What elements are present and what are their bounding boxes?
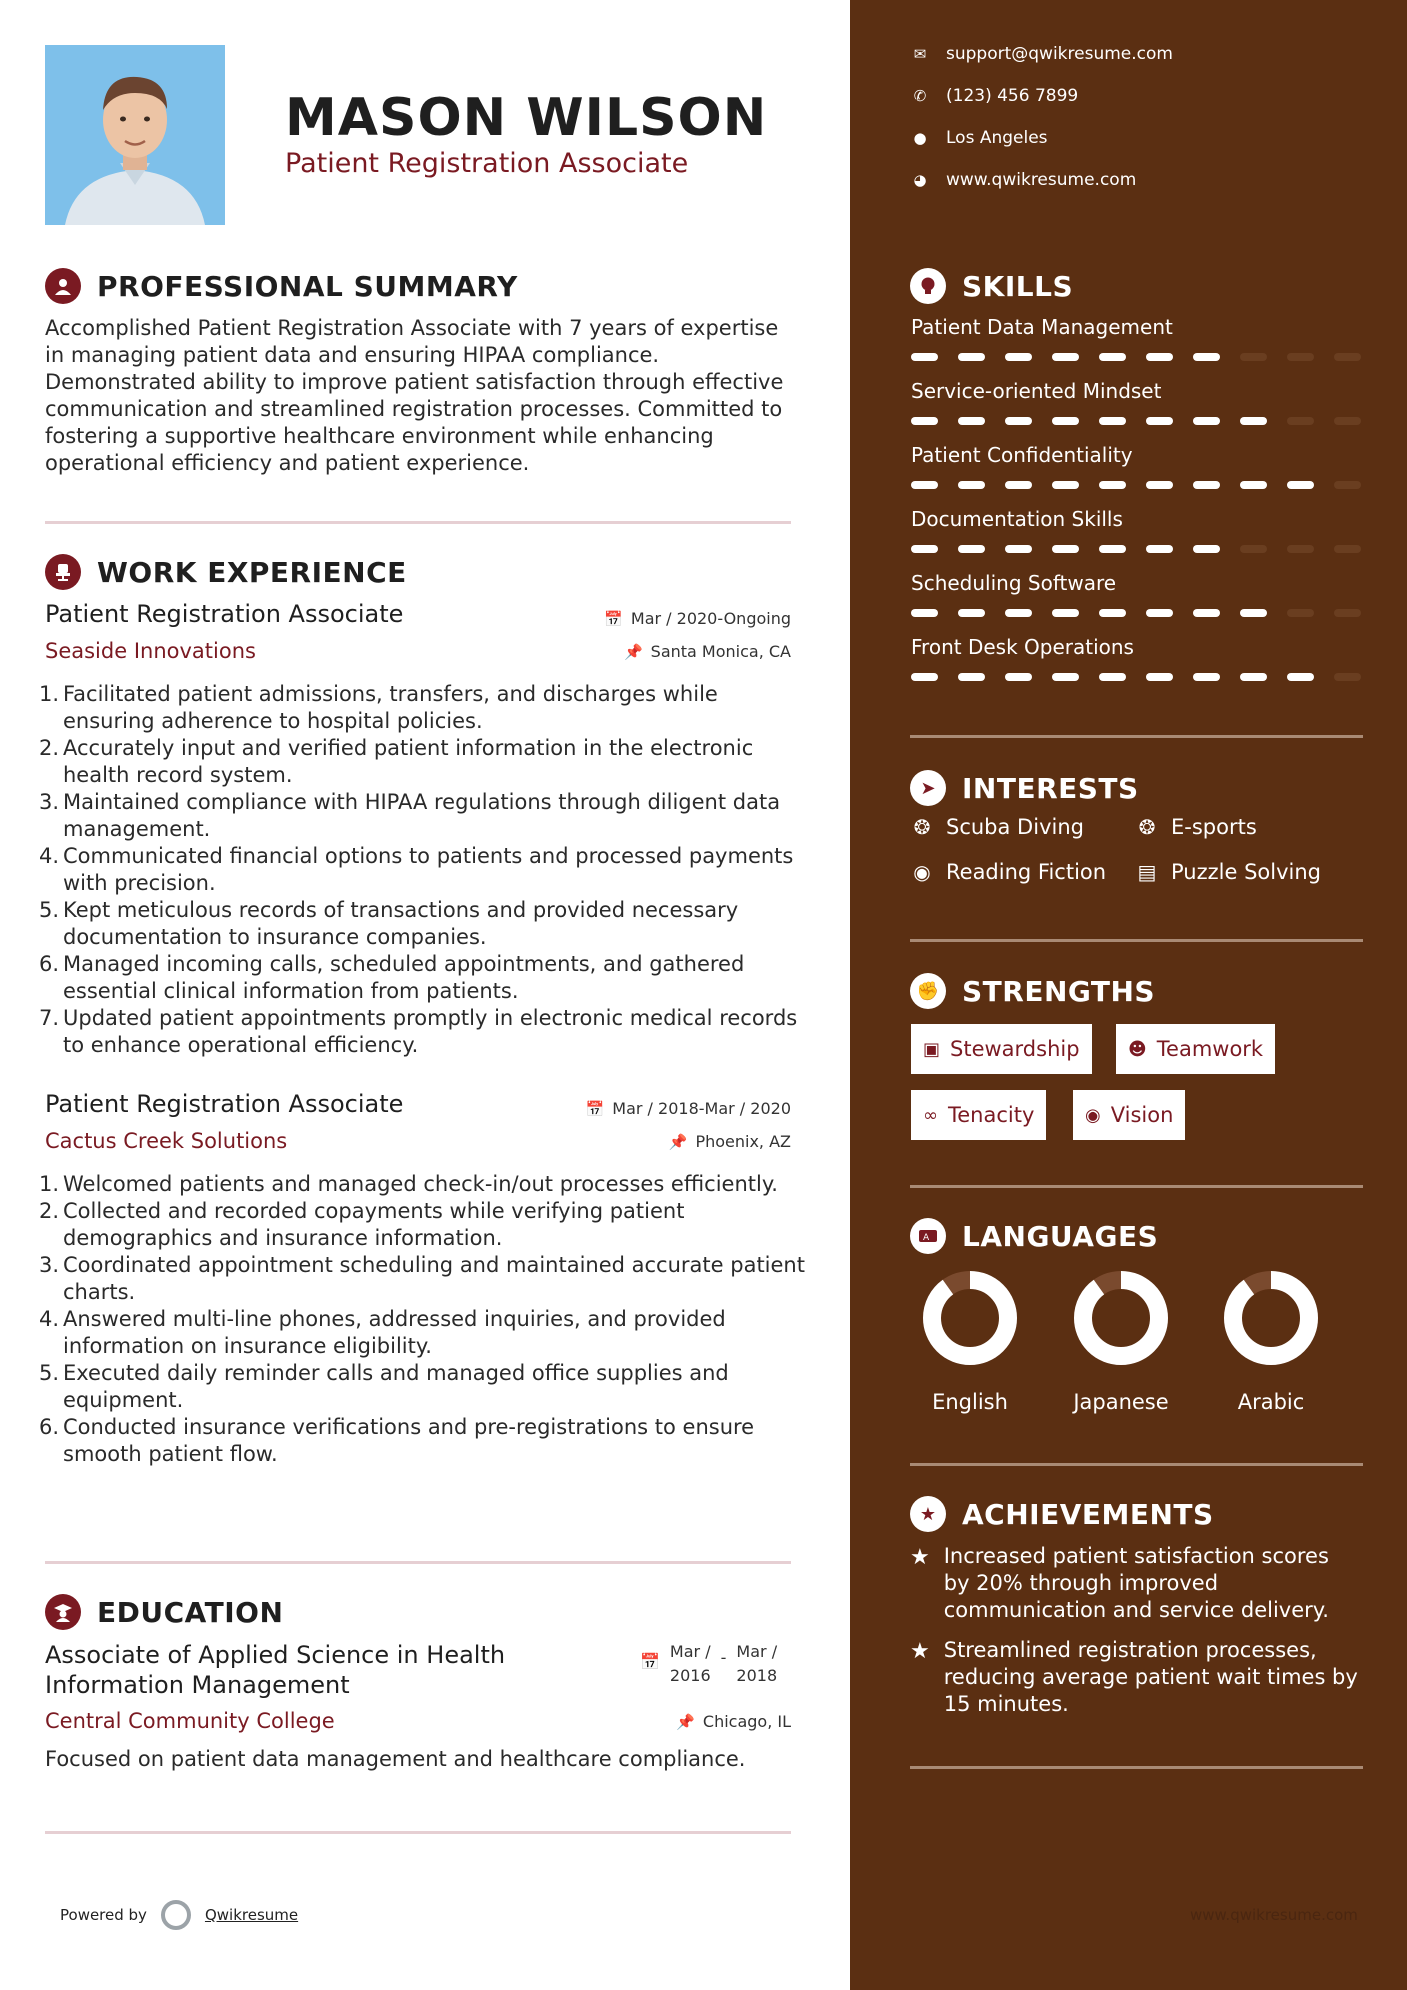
skill-item <box>911 635 1361 681</box>
job-dates <box>604 609 791 628</box>
skill-dot-filled <box>1052 353 1079 361</box>
skill-dot-filled <box>958 353 985 361</box>
skill-dot-empty <box>1287 353 1314 361</box>
skill-dot-empty <box>1334 673 1361 681</box>
language-name: Japanese <box>1073 1390 1169 1414</box>
skill-dot-filled <box>1099 417 1126 425</box>
calendar-icon: 📅 <box>585 1099 605 1118</box>
paper-plane-icon: ➤ <box>910 770 946 806</box>
job-title: Patient Registration Associate <box>45 600 404 628</box>
strength-chip: ◉ Vision <box>1073 1090 1185 1140</box>
skill-dot-empty <box>1334 481 1361 489</box>
map-marker-icon: ● <box>913 129 927 147</box>
job-bullets <box>39 1171 805 1468</box>
skill-dot-empty <box>1287 609 1314 617</box>
fist-icon: ✊ <box>910 973 946 1009</box>
summary-title: PROFESSIONAL SUMMARY <box>97 269 518 303</box>
skill-level-bar <box>911 481 1361 489</box>
ring-hole <box>943 1291 997 1345</box>
skill-dot-empty <box>1287 417 1314 425</box>
chair-icon <box>45 554 81 590</box>
skill-dot-filled <box>1240 417 1267 425</box>
skill-dot-empty <box>1240 545 1267 553</box>
skill-level-bar <box>911 609 1361 617</box>
skill-item <box>911 315 1361 361</box>
strengths-heading <box>910 973 1155 1009</box>
skill-dot-filled <box>1099 481 1126 489</box>
skill-dot-filled <box>911 545 938 553</box>
skill-dot-filled <box>1099 545 1126 553</box>
skill-dot-filled <box>1099 353 1126 361</box>
section-divider <box>910 735 1363 738</box>
briefcase-icon: ▣ <box>923 1038 941 1060</box>
skill-dot-filled <box>1193 673 1220 681</box>
language-item <box>1206 1270 1336 1414</box>
skill-item <box>911 571 1361 617</box>
section-divider <box>910 1463 1363 1466</box>
skill-dot-empty <box>1334 417 1361 425</box>
skill-item <box>911 443 1361 489</box>
footer-powered <box>60 1900 298 1930</box>
skill-dot-filled <box>1193 545 1220 553</box>
list-item: 2. Collected and recorded copayments while verifying patient demographics and insurance information. <box>39 1199 685 1250</box>
skill-name: Patient Data Management <box>911 315 1173 339</box>
skill-dot-filled <box>1146 609 1173 617</box>
book-icon: ▤ <box>1137 860 1157 884</box>
language-item <box>905 1270 1035 1414</box>
job-dates-text: Mar / 2020-Ongoing <box>630 609 791 628</box>
skill-level-bar <box>911 545 1361 553</box>
language-level-ring <box>922 1270 1018 1366</box>
skill-dot-filled <box>1193 417 1220 425</box>
skill-item <box>911 507 1361 553</box>
language-name: English <box>932 1390 1008 1414</box>
job-title: Patient Registration Associate <box>45 1090 404 1118</box>
section-divider <box>910 1185 1363 1188</box>
calendar-icon: 📅 <box>604 609 623 628</box>
star-badge-icon: ★ <box>910 1496 946 1532</box>
achievements-heading <box>910 1496 1214 1532</box>
contact-phone[interactable]: ✆ (123) 456 7899 <box>913 86 1079 106</box>
contact-location: ● Los Angeles <box>913 128 1048 148</box>
degree-line: Information Management <box>45 1671 350 1699</box>
interest-item: ❂ Scuba Diving <box>910 815 1084 839</box>
job-bullets <box>39 681 805 1059</box>
interest-item: ❂ E-sports <box>1135 815 1257 839</box>
list-item: 2. Accurately input and verified patient information in the electronic health record system. <box>39 736 754 787</box>
lifebuoy-icon: ❂ <box>1138 815 1156 839</box>
skill-dot-filled <box>1052 609 1079 617</box>
list-item: 4. Answered multi-line phones, addressed inquiries, and provided information on insurance eligibility. <box>39 1307 726 1358</box>
skill-dot-filled <box>911 673 938 681</box>
language-level-ring <box>1223 1270 1319 1366</box>
section-divider <box>910 939 1363 942</box>
experience-heading <box>45 554 407 590</box>
ring-hole <box>1094 1291 1148 1345</box>
skill-dot-empty <box>1287 545 1314 553</box>
list-item: 5. Executed daily reminder calls and managed office supplies and equipment. <box>39 1361 729 1412</box>
language-level-ring <box>1073 1270 1169 1366</box>
job-dates-text: Mar / 2018-Mar / 2020 <box>612 1099 791 1118</box>
skill-level-bar <box>911 417 1361 425</box>
skill-dot-filled <box>1193 481 1220 489</box>
svg-text:A: A <box>923 1233 930 1243</box>
job-dates <box>586 1099 791 1118</box>
degree-line: Associate of Applied Science in Health <box>45 1641 506 1669</box>
skill-dot-filled <box>1146 417 1173 425</box>
job-company: Cactus Creek Solutions <box>45 1129 288 1153</box>
list-item: 7. Updated patient appointments promptly in electronic medical records to enhance operational efficiency. <box>39 1006 798 1057</box>
list-item: 4. Communicated financial options to patients and processed payments with precision. <box>39 844 794 895</box>
language-icon <box>910 1218 946 1254</box>
degree-title <box>45 1640 505 1700</box>
skill-dot-filled <box>911 353 938 361</box>
profile-photo <box>45 45 225 225</box>
job-location-text: Phoenix, AZ <box>695 1132 791 1151</box>
skill-dot-filled <box>958 609 985 617</box>
languages-heading <box>910 1218 1158 1254</box>
skill-name: Documentation Skills <box>911 507 1123 531</box>
strength-chip: ☻ Teamwork <box>1116 1024 1275 1074</box>
list-item: 5. Kept meticulous records of transactions and provided necessary documentation to insurance companies. <box>39 898 739 949</box>
skill-dot-filled <box>1099 609 1126 617</box>
star-icon: ★ <box>910 1639 930 1664</box>
skill-dot-empty <box>1240 353 1267 361</box>
skill-dot-filled <box>1287 481 1314 489</box>
strengths-title: STRENGTHS <box>962 974 1156 1008</box>
ring-hole <box>1244 1291 1298 1345</box>
education-title: EDUCATION <box>97 1595 284 1629</box>
strength-chip: ∞ Tenacity <box>911 1090 1046 1140</box>
education-description: Focused on patient data management and healthcare compliance. <box>45 1747 746 1771</box>
contact-website[interactable]: ◕ www.qwikresume.com <box>913 170 1137 190</box>
skill-dot-filled <box>1193 609 1220 617</box>
user-icon <box>45 268 81 304</box>
section-divider <box>910 1766 1363 1769</box>
skill-level-bar <box>911 353 1361 361</box>
skill-dot-empty <box>1334 609 1361 617</box>
summary-heading <box>45 268 518 304</box>
skill-dot-filled <box>1146 481 1173 489</box>
skill-dot-filled <box>1287 673 1314 681</box>
skill-dot-filled <box>1052 545 1079 553</box>
lifebuoy-icon: ❂ <box>913 815 931 839</box>
list-item: 6. Managed incoming calls, scheduled appointments, and gathered essential clinical information from patients. <box>39 952 745 1003</box>
skill-dot-filled <box>1052 673 1079 681</box>
interest-item: ◉ Reading Fiction <box>910 860 1106 884</box>
education-heading <box>45 1594 283 1630</box>
job-location-text: Santa Monica, CA <box>650 642 791 661</box>
languages-title: LANGUAGES <box>962 1219 1159 1253</box>
education-location <box>676 1712 791 1731</box>
job-location <box>669 1132 791 1151</box>
pin-icon: 📌 <box>668 1132 688 1151</box>
skill-dot-filled <box>1005 481 1032 489</box>
skill-name: Patient Confidentiality <box>911 443 1133 467</box>
footer-site: www.qwikresume.com <box>1190 1906 1358 1924</box>
skill-dot-filled <box>911 609 938 617</box>
skill-dot-filled <box>1005 353 1032 361</box>
list-item: 6. Conducted insurance verifications and pre-registrations to ensure smooth patient flow. <box>39 1415 755 1466</box>
skill-dot-filled <box>1240 673 1267 681</box>
language-name: Arabic <box>1237 1390 1305 1414</box>
education-location-text: Chicago, IL <box>702 1712 791 1731</box>
skill-dot-filled <box>1240 609 1267 617</box>
job-location <box>624 642 791 661</box>
skill-level-bar <box>911 673 1361 681</box>
school-name: Central Community College <box>45 1709 335 1733</box>
strength-chip: ▣ Stewardship <box>911 1024 1092 1074</box>
skill-dot-filled <box>958 545 985 553</box>
skill-dot-filled <box>1005 609 1032 617</box>
skill-dot-filled <box>1052 417 1079 425</box>
start-date: Mar / 2016 <box>669 1642 711 1685</box>
gamepad-icon: ◉ <box>913 860 931 884</box>
skill-dot-filled <box>1193 353 1220 361</box>
section-divider <box>45 1831 791 1834</box>
star-icon: ★ <box>910 1545 930 1570</box>
interests-heading <box>910 770 1139 806</box>
skill-dot-filled <box>1052 481 1079 489</box>
users-icon: ☻ <box>1128 1038 1147 1060</box>
section-divider <box>45 1561 791 1564</box>
pin-icon: 📌 <box>623 642 643 661</box>
candidate-role: Patient Registration Associate <box>285 148 689 179</box>
skill-dot-filled <box>1099 673 1126 681</box>
binoculars-icon: ◉ <box>1085 1104 1101 1126</box>
graduate-icon <box>45 1594 81 1630</box>
envelope-icon: ✉ <box>913 45 927 63</box>
experience-title: WORK EXPERIENCE <box>97 555 407 589</box>
skill-dot-empty <box>1334 545 1361 553</box>
lightbulb-icon <box>910 268 946 304</box>
achievements-title: ACHIEVEMENTS <box>962 1497 1214 1531</box>
skill-dot-filled <box>1146 673 1173 681</box>
qwikresume-logo-icon <box>161 1900 191 1930</box>
language-item <box>1056 1270 1186 1414</box>
phone-icon: ✆ <box>913 87 927 105</box>
avatar <box>45 45 225 225</box>
skill-dot-filled <box>1005 673 1032 681</box>
date-separator: - <box>720 1648 727 1667</box>
skill-dot-filled <box>958 417 985 425</box>
list-item: 3. Maintained compliance with HIPAA regulations through diligent data management. <box>39 790 781 841</box>
skill-dot-filled <box>1146 353 1173 361</box>
interests-title: INTERESTS <box>962 771 1139 805</box>
list-item: 1. Welcomed patients and managed check-in/out processes efficiently. <box>39 1172 778 1196</box>
skill-dot-filled <box>1146 545 1173 553</box>
powered-by-label: Powered by <box>60 1906 147 1924</box>
skill-dot-empty <box>1334 353 1361 361</box>
candidate-name: MASON WILSON <box>285 88 768 148</box>
section-divider <box>45 521 791 524</box>
skill-item <box>911 379 1361 425</box>
achievement-item: ★ Streamlined registration processes, reducing average patient wait times by 15 minutes. <box>910 1638 1358 1716</box>
skill-dot-filled <box>958 673 985 681</box>
pin-icon: 📌 <box>676 1712 695 1731</box>
calendar-icon: 📅 <box>640 1652 660 1671</box>
skill-name: Scheduling Software <box>911 571 1117 595</box>
link-icon: ∞ <box>923 1104 938 1126</box>
skill-dot-filled <box>1005 417 1032 425</box>
achievement-item: ★ Increased patient satisfaction scores by 20% through improved communication and service delivery. <box>910 1544 1329 1622</box>
skill-name: Front Desk Operations <box>911 635 1134 659</box>
skill-dot-filled <box>958 481 985 489</box>
interest-item: ▤ Puzzle Solving <box>1135 860 1321 884</box>
job-company: Seaside Innovations <box>45 639 256 663</box>
education-dates <box>640 1640 777 1688</box>
skill-dot-filled <box>911 481 938 489</box>
skill-dot-filled <box>1240 481 1267 489</box>
summary-text: Accomplished Patient Registration Associate with 7 years of expertise in managing patient data and ensuring HIPAA compliance. Demonstrated ability to improve patient satisfaction through effective communication and streamlined registration processes. Committed to fostering a supportive healthcare environment while enhancing operational efficiency and patient experience. <box>45 316 784 475</box>
brand-link[interactable]: Qwikresume <box>204 1906 299 1924</box>
skill-name: Service-oriented Mindset <box>911 379 1162 403</box>
list-item: 1. Facilitated patient admissions, transfers, and discharges while ensuring adherence to hospital policies. <box>39 682 718 733</box>
contact-email[interactable]: ✉ support@qwikresume.com <box>913 44 1173 64</box>
skill-dot-filled <box>1005 545 1032 553</box>
globe-icon: ◕ <box>913 171 927 189</box>
end-date: Mar / 2018 <box>736 1642 778 1685</box>
list-item: 3. Coordinated appointment scheduling and maintained accurate patient charts. <box>39 1253 805 1304</box>
skill-dot-filled <box>911 417 938 425</box>
skills-heading <box>910 268 1073 304</box>
skills-title: SKILLS <box>962 269 1074 303</box>
